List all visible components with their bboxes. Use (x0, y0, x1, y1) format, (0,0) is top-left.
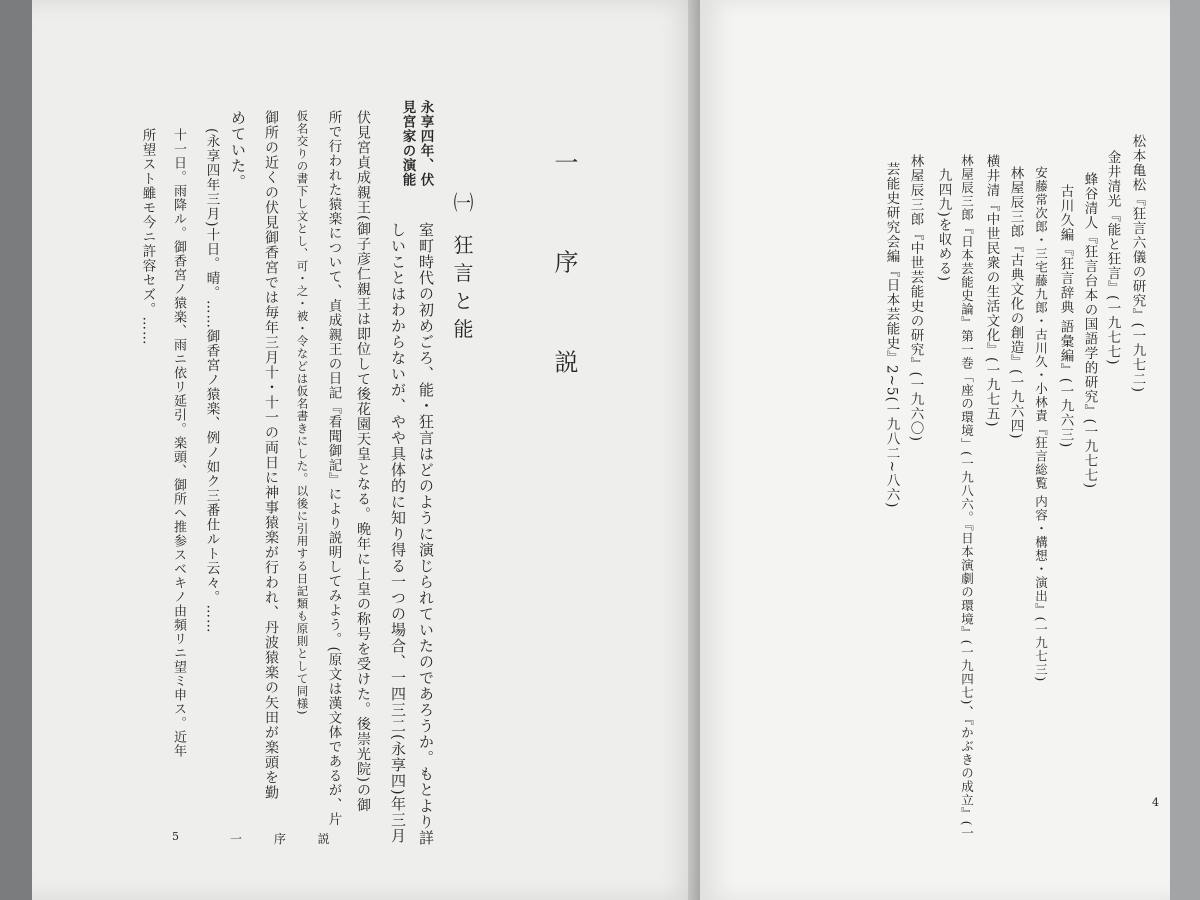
bibliography-entry: 安藤常次郎・三宅藤九郎・古川久・小林責『狂言総覧 内容・構想・演出』(一九七三) (1033, 166, 1049, 683)
quote-line: 所望スト雖モ今ニ許容セズ。…… (139, 128, 156, 346)
quote-line: 十一日。雨降ル。御香宮ノ猿楽、雨ニ依リ延引。楽頭、御所へ推参スベキノ由頻リニ望ミ申ス。近年 (171, 128, 186, 758)
body-line: 御所の近くの伏見御香宮では毎年三月十・十一の両日に神事猿楽が行われ、丹波猿楽の矢田が楽頭を勤 (263, 110, 279, 800)
bibliography-entry: 林屋辰三郎『古典文化の創造』(一九六四) (1007, 166, 1024, 440)
left-page (32, 0, 700, 900)
side-heading-line-2: 見宮家の演能 (399, 100, 416, 187)
page-number-left: 5 (172, 830, 179, 843)
body-line: 仮名交りの書下し文とし、可・之・被・令などは仮名書きにした。以後に引用する日記類も原則として同様) (295, 110, 310, 716)
bibliography-entry: 金井清光『能と狂言』(一九七七) (1104, 150, 1121, 366)
page-number-right: 4 (1152, 796, 1159, 809)
side-heading-line-1: 永享四年、伏 (417, 100, 434, 187)
section-title: ㈠ 狂言と能 (450, 192, 474, 347)
right-page (700, 0, 1170, 900)
running-head: 一 序 説 (230, 832, 344, 846)
body-line: 所で行われた猿楽について、貞成親王の日記『看聞御記』により説明してみよう。(原文は漢文体であるが、片 (325, 110, 342, 827)
desk-edge (1170, 0, 1200, 900)
bibliography-entry: 九四九)を収める) (935, 168, 952, 283)
bibliography-entry: 松本亀松『狂言六儀の研究』(一九七二) (1129, 134, 1146, 394)
body-line: めていた。 (229, 110, 247, 190)
bibliography-entry: 林屋辰三郎『日本芸能史論』第一巻「座の環境」(一九八六。『日本演劇の環境』(一九四七)、『かぶきの成立』(一 (959, 154, 975, 841)
bibliography-entry: 芸能史研究会編『日本芸能史』2~5(一九八二~八六) (883, 162, 900, 509)
bibliography-entry: 古川久編『狂言辞典 語彙編』(一九六三) (1057, 184, 1074, 449)
body-line: 室町時代の初めごろ、能・狂言はどのように演じられていたのであろうか。もとより詳 (417, 222, 435, 846)
body-line: しいことはわからないが、やや具体的に知り得る一つの場合、一四三二(永享四)年三月 (389, 222, 407, 844)
chapter-title: 一 序 説 (550, 150, 578, 408)
quote-line: (永享四年三月)十日。晴。……御香宮ノ猿楽、例ノ如ク三番仕ルト云々。…… (203, 128, 220, 634)
bibliography-entry: 横井清『中世民衆の生活文化』(一九七五) (983, 154, 1000, 428)
bibliography-entry: 蜂谷清人『狂言台本の国語学的研究』(一九七七) (1081, 172, 1098, 490)
bibliography-entry: 林屋辰三郎『中世芸能史の研究』(一九六〇) (907, 154, 924, 443)
body-line: 伏見宮貞成親王(御子彦仁親王は即位して後花園天皇となる。晩年に上皇の称号を受けた。後崇光院)の御 (355, 110, 371, 813)
